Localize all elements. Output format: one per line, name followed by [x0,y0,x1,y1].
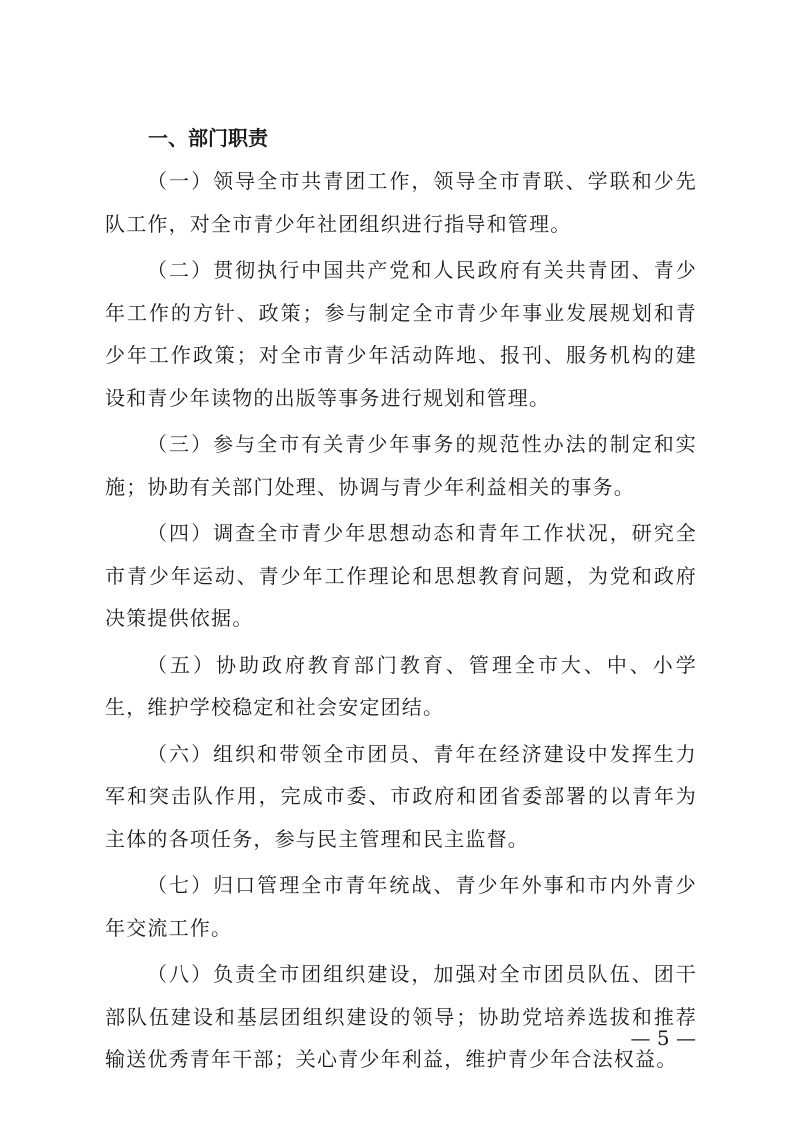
paragraph-7: （七）归口管理全市青年统战、青少年外事和市内外青少年交流工作。 [105,873,697,940]
paragraph-4: （四）调查全市青少年思想动态和青年工作状况，研究全市青少年运动、青少年工作理论和思想教育问题，为党和政府决策提供依据。 [105,521,697,630]
section-heading: 一、部门职责 [148,126,268,150]
paragraph-3: （三）参与全市有关青少年事务的规范性办法的制定和实施；协助有关部门处理、协调与青少年利益相关的事务。 [105,432,697,499]
paragraph-1: （一）领导全市共青团工作，领导全市青联、学联和少先队工作，对全市青少年社团组织进行指导和管理。 [105,169,697,236]
page-number: — 5 — [630,1026,696,1050]
paragraph-5: （五）协助政府教育部门教育、管理全市大、中、小学生，维护学校稳定和社会安定团结。 [105,652,697,719]
paragraph-2: （二）贯彻执行中国共产党和人民政府有关共青团、青少年工作的方针、政策；参与制定全市青少年事业发展规划和青少年工作政策；对全市青少年活动阵地、报刊、服务机构的建设和青少年读物的出版等事务进行规划和管理。 [105,258,697,410]
paragraph-8: （八）负责全市团组织建设，加强对全市团员队伍、团干部队伍建设和基层团组织建设的领导；协助党培养选拔和推荐输送优秀青年干部；关心青少年利益，维护青少年合法权益。 [105,962,697,1071]
document-body [105,160,697,1085]
paragraph-6: （六）组织和带领全市团员、青年在经济建设中发挥生力军和突击队作用，完成市委、市政府和团省委部署的以青年为主体的各项任务，参与民主管理和民主监督。 [105,741,697,851]
